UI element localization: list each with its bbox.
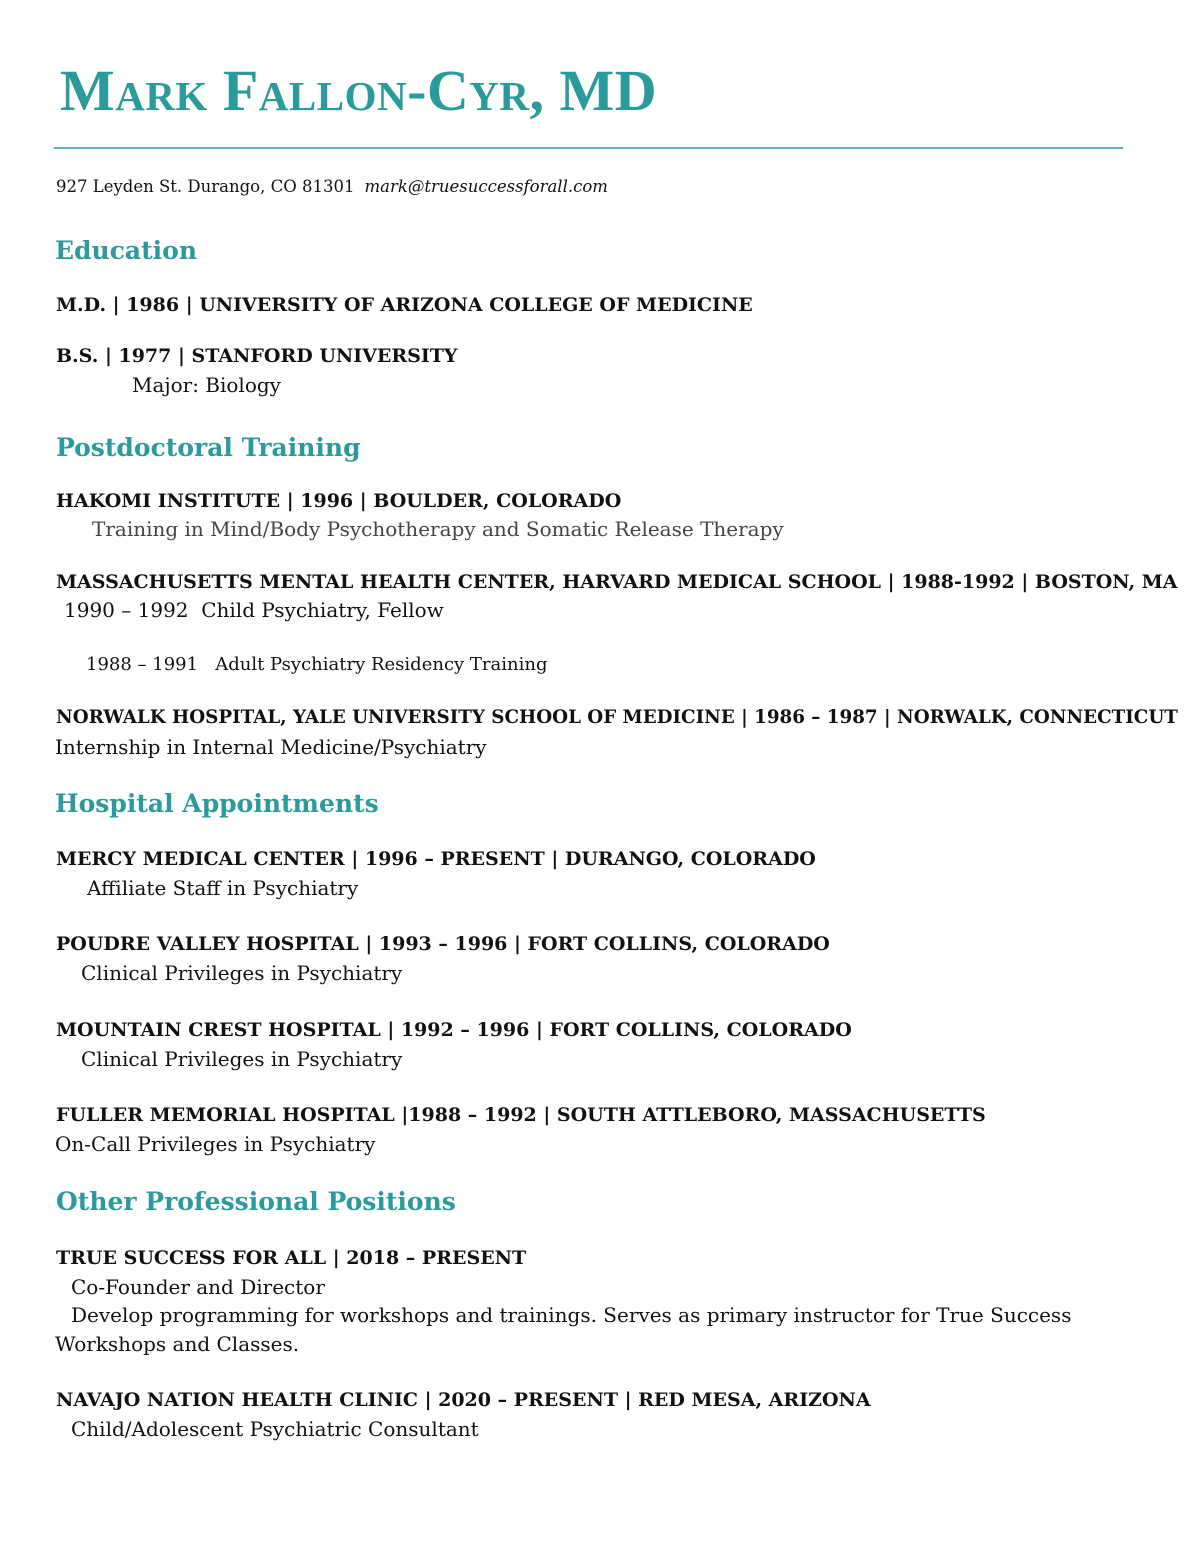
section-title-other-professional-positions: Other Professional Positions bbox=[56, 1187, 456, 1216]
entry-title: HAKOMI INSTITUTE | 1996 | BOULDER, COLORADO bbox=[56, 490, 622, 512]
email-address: mark@truesuccessforall.com bbox=[364, 177, 608, 196]
entry-title: M.D. | 1986 | UNIVERSITY OF ARIZONA COLLEGE OF MEDICINE bbox=[56, 294, 753, 316]
entry-detail: Child/Adolescent Psychiatric Consultant bbox=[71, 1417, 479, 1441]
entry-detail: 1988 – 1991 Adult Psychiatry Residency Training bbox=[86, 654, 548, 675]
entry-detail: Co-Founder and Director bbox=[71, 1275, 325, 1299]
header-divider bbox=[54, 147, 1123, 149]
entry-title: MOUNTAIN CREST HOSPITAL | 1992 – 1996 | FORT COLLINS, COLORADO bbox=[56, 1019, 852, 1041]
entry-detail: Clinical Privileges in Psychiatry bbox=[81, 961, 403, 985]
section-title-education: Education bbox=[55, 236, 198, 265]
entry-detail: 1990 – 1992 Child Psychiatry, Fellow bbox=[64, 598, 444, 622]
contact-line bbox=[56, 176, 608, 198]
entry-detail: Clinical Privileges in Psychiatry bbox=[81, 1047, 403, 1071]
entry-title: MERCY MEDICAL CENTER | 1996 – PRESENT | DURANGO, COLORADO bbox=[56, 848, 816, 870]
entry-detail: Affiliate Staff in Psychiatry bbox=[87, 876, 359, 900]
entry-title: NAVAJO NATION HEALTH CLINIC | 2020 – PRESENT | RED MESA, ARIZONA bbox=[56, 1389, 871, 1411]
entry-title: FULLER MEMORIAL HOSPITAL |1988 – 1992 | SOUTH ATTLEBORO, MASSACHUSETTS bbox=[56, 1104, 986, 1126]
entry-detail: Internship in Internal Medicine/Psychiatry bbox=[55, 735, 487, 759]
entry-description-continued: Workshops and Classes. bbox=[55, 1332, 300, 1356]
address: 927 Leyden St. Durango, CO 81301 bbox=[56, 177, 355, 196]
entry-title: TRUE SUCCESS FOR ALL | 2018 – PRESENT bbox=[56, 1247, 527, 1269]
section-title-hospital-appointments: Hospital Appointments bbox=[55, 789, 379, 818]
section-title-postdoctoral-training: Postdoctoral Training bbox=[56, 433, 361, 462]
entry-title: NORWALK HOSPITAL, YALE UNIVERSITY SCHOOL OF MEDICINE | 1986 – 1987 | NORWALK, CONNECTICUT bbox=[56, 707, 1178, 728]
resume-name: Mark Fallon-Cyr, MD bbox=[60, 58, 658, 123]
entry-detail: On-Call Privileges in Psychiatry bbox=[55, 1132, 376, 1156]
entry-description: Develop programming for workshops and trainings. Serves as primary instructor for True Success bbox=[71, 1303, 1072, 1327]
entry-detail: Major: Biology bbox=[132, 373, 281, 397]
entry-detail: Training in Mind/Body Psychotherapy and Somatic Release Therapy bbox=[92, 517, 784, 541]
entry-title: B.S. | 1977 | STANFORD UNIVERSITY bbox=[56, 345, 458, 367]
entry-title: POUDRE VALLEY HOSPITAL | 1993 – 1996 | FORT COLLINS, COLORADO bbox=[56, 933, 830, 955]
entry-title: MASSACHUSETTS MENTAL HEALTH CENTER, HARVARD MEDICAL SCHOOL | 1988-1992 | BOSTON, MA bbox=[56, 571, 1178, 593]
